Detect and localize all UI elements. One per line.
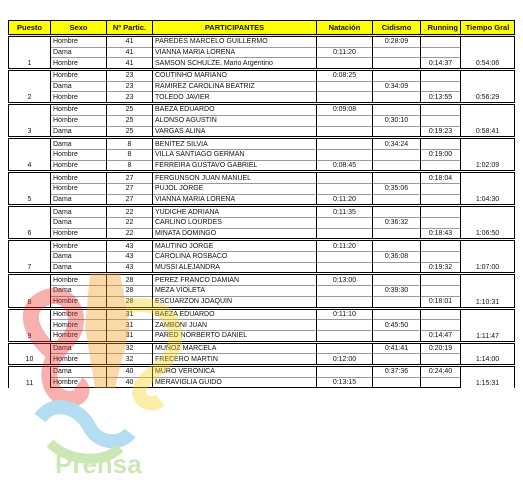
natacion-cell <box>317 330 373 342</box>
puesto-cell: 10 <box>9 342 51 365</box>
running-cell <box>421 160 461 172</box>
participante-cell: MUSSI ALEJANDRA <box>153 262 317 274</box>
ciclismo-cell: 0:34:09 <box>373 81 421 92</box>
table-row <box>9 92 515 104</box>
running-cell <box>421 36 461 48</box>
ciclismo-cell: 0:39:30 <box>373 286 421 297</box>
sexo-cell: Dama <box>51 342 107 354</box>
natacion-cell <box>317 252 373 263</box>
running-cell <box>421 104 461 116</box>
table-row <box>9 36 515 48</box>
n-partic-cell: 31 <box>107 320 153 331</box>
sexo-cell: Hombre <box>51 58 107 70</box>
participante-cell: PAREDES MARCELO GUILLERMO <box>153 36 317 48</box>
tiempo-gral-cell: 0:54:06 <box>461 36 515 70</box>
table-row <box>9 342 515 354</box>
participante-cell: COUTINHO MARIANO <box>153 70 317 82</box>
results-body <box>9 36 515 388</box>
n-partic-cell: 25 <box>107 104 153 116</box>
ciclismo-cell: 0:34:24 <box>373 138 421 150</box>
natacion-cell: 0:11:10 <box>317 308 373 320</box>
participante-cell: ALONSO AGUSTIN <box>153 115 317 126</box>
table-row <box>9 183 515 194</box>
running-cell <box>421 194 461 206</box>
table-row <box>9 320 515 331</box>
table-row <box>9 206 515 218</box>
puesto-cell: 7 <box>9 240 51 274</box>
participante-cell: VIANNA MARIA LORENA <box>153 47 317 58</box>
ciclismo-cell <box>373 172 421 184</box>
header-tiempo-gral: Tiempo Gral <box>461 21 515 36</box>
table-row <box>9 126 515 138</box>
natacion-cell <box>317 81 373 92</box>
n-partic-cell: 8 <box>107 138 153 150</box>
sexo-cell: Dama <box>51 81 107 92</box>
participante-cell: PARED NORBERTO DANIEL <box>153 330 317 342</box>
participante-cell: BAEZA EDUARDO <box>153 308 317 320</box>
participante-cell: YUDICHE ADRIANA <box>153 206 317 218</box>
tiempo-gral-cell: 1:07:00 <box>461 240 515 274</box>
table-row <box>9 252 515 263</box>
running-cell: 0:20:19 <box>421 342 461 354</box>
running-cell: 0:13:55 <box>421 92 461 104</box>
running-cell <box>421 274 461 286</box>
natacion-cell <box>317 149 373 160</box>
ciclismo-cell: 0:28:09 <box>373 36 421 48</box>
sexo-cell: Hombre <box>51 377 107 388</box>
tiempo-gral-cell: 1:15:31 <box>461 365 515 387</box>
sexo-cell: Hombre <box>51 36 107 48</box>
puesto-cell: 4 <box>9 138 51 172</box>
puesto-cell: 2 <box>9 70 51 104</box>
sexo-cell: Hombre <box>51 308 107 320</box>
header-ciclismo: Cidismo <box>373 21 421 36</box>
sexo-cell: Dama <box>51 138 107 150</box>
ciclismo-cell <box>373 274 421 286</box>
n-partic-cell: 28 <box>107 274 153 286</box>
results-table <box>8 20 515 388</box>
natacion-cell <box>317 92 373 104</box>
ciclismo-cell <box>373 228 421 240</box>
table-row <box>9 149 515 160</box>
sexo-cell: Dama <box>51 47 107 58</box>
table-row <box>9 274 515 286</box>
running-cell: 0:24:40 <box>421 365 461 377</box>
n-partic-cell: 22 <box>107 206 153 218</box>
tiempo-gral-cell: 1:04:30 <box>461 172 515 206</box>
running-cell <box>421 183 461 194</box>
running-cell <box>421 377 461 388</box>
n-partic-cell: 40 <box>107 365 153 377</box>
natacion-cell: 0:11:35 <box>317 206 373 218</box>
table-row <box>9 81 515 92</box>
n-partic-cell: 28 <box>107 296 153 308</box>
sexo-cell: Hombre <box>51 240 107 252</box>
natacion-cell: 0:13:00 <box>317 274 373 286</box>
running-cell: 0:18:43 <box>421 228 461 240</box>
running-cell <box>421 252 461 263</box>
natacion-cell <box>317 36 373 48</box>
tiempo-gral-cell: 1:02:09 <box>461 138 515 172</box>
natacion-cell: 0:09:08 <box>317 104 373 116</box>
running-cell: 0:18:04 <box>421 172 461 184</box>
running-cell <box>421 138 461 150</box>
table-row <box>9 194 515 206</box>
table-row <box>9 47 515 58</box>
puesto-cell: 5 <box>9 172 51 206</box>
running-cell <box>421 308 461 320</box>
table-row <box>9 58 515 70</box>
sexo-cell: Hombre <box>51 296 107 308</box>
n-partic-cell: 27 <box>107 183 153 194</box>
sexo-cell: Hombre <box>51 70 107 82</box>
sexo-cell: Dama <box>51 365 107 377</box>
ciclismo-cell <box>373 58 421 70</box>
participante-cell: BENITEZ SILVIA <box>153 138 317 150</box>
ciclismo-cell: 0:30:10 <box>373 115 421 126</box>
sexo-cell: Hombre <box>51 228 107 240</box>
participante-cell: MAUTINO JORGE <box>153 240 317 252</box>
participante-cell: CARLINO LOURDES <box>153 218 317 229</box>
n-partic-cell: 41 <box>107 47 153 58</box>
running-cell: 0:19:00 <box>421 149 461 160</box>
table-row <box>9 228 515 240</box>
ciclismo-cell <box>373 308 421 320</box>
ciclismo-cell <box>373 206 421 218</box>
logo-blue-swirl <box>40 407 130 441</box>
participante-cell: FRECERO MARTIN <box>153 354 317 366</box>
n-partic-cell: 31 <box>107 330 153 342</box>
participante-cell: FERGUNSON JUAN MANUEL <box>153 172 317 184</box>
n-partic-cell: 8 <box>107 149 153 160</box>
sexo-cell: Dama <box>51 286 107 297</box>
table-row <box>9 115 515 126</box>
sexo-cell: Dama <box>51 252 107 263</box>
ciclismo-cell: 0:41:41 <box>373 342 421 354</box>
participante-cell: BAEZA EDUARDO <box>153 104 317 116</box>
participante-cell: VARGAS ALINA <box>153 126 317 138</box>
running-cell <box>421 354 461 366</box>
running-cell <box>421 218 461 229</box>
running-cell <box>421 286 461 297</box>
ciclismo-cell <box>373 262 421 274</box>
participante-cell: RAMIREZ CAROLINA BEATRIZ <box>153 81 317 92</box>
header-running: Running <box>421 21 461 36</box>
ciclismo-cell: 0:36:08 <box>373 252 421 263</box>
sexo-cell: Hombre <box>51 172 107 184</box>
ciclismo-cell: 0:45:50 <box>373 320 421 331</box>
n-partic-cell: 41 <box>107 36 153 48</box>
n-partic-cell: 43 <box>107 240 153 252</box>
ciclismo-cell <box>373 92 421 104</box>
natacion-cell: 0:08:45 <box>317 160 373 172</box>
sexo-cell: Hombre <box>51 115 107 126</box>
running-cell <box>421 81 461 92</box>
logo-text: Prensa <box>55 449 142 478</box>
n-partic-cell: 23 <box>107 92 153 104</box>
sexo-cell: Hombre <box>51 330 107 342</box>
table-row <box>9 354 515 366</box>
puesto-cell: 1 <box>9 36 51 70</box>
running-cell <box>421 115 461 126</box>
natacion-cell <box>317 320 373 331</box>
table-row <box>9 365 515 377</box>
table-row <box>9 160 515 172</box>
natacion-cell: 0:11:20 <box>317 194 373 206</box>
running-cell: 0:14:47 <box>421 330 461 342</box>
ciclismo-cell <box>373 354 421 366</box>
participante-cell: FERREIRA GUSTAVO GABRIEL <box>153 160 317 172</box>
natacion-cell <box>317 172 373 184</box>
table-row <box>9 240 515 252</box>
sexo-cell: Hombre <box>51 92 107 104</box>
natacion-cell: 0:12:00 <box>317 354 373 366</box>
n-partic-cell: 43 <box>107 252 153 263</box>
n-partic-cell: 43 <box>107 262 153 274</box>
n-partic-cell: 32 <box>107 354 153 366</box>
tiempo-gral-cell: 1:06:50 <box>461 206 515 240</box>
participante-cell: VIANNA MARIA LORENA <box>153 194 317 206</box>
natacion-cell <box>317 218 373 229</box>
running-cell <box>421 320 461 331</box>
natacion-cell <box>317 115 373 126</box>
table-row <box>9 308 515 320</box>
header-puesto: Puesto <box>9 21 51 36</box>
running-cell: 0:19:32 <box>421 262 461 274</box>
natacion-cell: 0:11:20 <box>317 47 373 58</box>
tiempo-gral-cell: 1:10:31 <box>461 274 515 308</box>
running-cell: 0:19:23 <box>421 126 461 138</box>
sexo-cell: Dama <box>51 126 107 138</box>
participante-cell: MURO VERONICA <box>153 365 317 377</box>
ciclismo-cell <box>373 104 421 116</box>
sexo-cell: Dama <box>51 262 107 274</box>
natacion-cell: 0:11:20 <box>317 240 373 252</box>
participante-cell: TOLEDO JAVIER <box>153 92 317 104</box>
header-sexo: Sexo <box>51 21 107 36</box>
header-participantes: PARTICIPANTES <box>153 21 317 36</box>
n-partic-cell: 27 <box>107 194 153 206</box>
n-partic-cell: 25 <box>107 126 153 138</box>
sexo-cell: Dama <box>51 194 107 206</box>
n-partic-cell: 40 <box>107 377 153 388</box>
sexo-cell: Hombre <box>51 354 107 366</box>
running-cell: 0:18:01 <box>421 296 461 308</box>
ciclismo-cell <box>373 240 421 252</box>
sexo-cell: Hombre <box>51 104 107 116</box>
participante-cell: CAROLINA ROSBACO <box>153 252 317 263</box>
running-cell <box>421 70 461 82</box>
header-row <box>9 21 515 36</box>
sexo-cell: Hombre <box>51 160 107 172</box>
puesto-cell: 9 <box>9 308 51 342</box>
sexo-cell: Hombre <box>51 149 107 160</box>
n-partic-cell: 41 <box>107 58 153 70</box>
natacion-cell <box>317 262 373 274</box>
participante-cell: ZAMBONI JUAN <box>153 320 317 331</box>
ciclismo-cell <box>373 296 421 308</box>
n-partic-cell: 31 <box>107 308 153 320</box>
participante-cell: PUJOL JORGE <box>153 183 317 194</box>
ciclismo-cell <box>373 377 421 388</box>
sexo-cell: Hombre <box>51 183 107 194</box>
table-row <box>9 330 515 342</box>
table-row <box>9 296 515 308</box>
participante-cell: MINATA DOMINGO <box>153 228 317 240</box>
ciclismo-cell <box>373 149 421 160</box>
sexo-cell: Hombre <box>51 274 107 286</box>
ciclismo-cell <box>373 126 421 138</box>
n-partic-cell: 23 <box>107 70 153 82</box>
puesto-cell: 8 <box>9 274 51 308</box>
ciclismo-cell <box>373 194 421 206</box>
header-n-partic: Nº Partic. <box>107 21 153 36</box>
natacion-cell <box>317 183 373 194</box>
participante-cell: VILLA SANTIAGO GERMAN <box>153 149 317 160</box>
natacion-cell <box>317 58 373 70</box>
ciclismo-cell <box>373 70 421 82</box>
participante-cell: SAMSON SCHULZE, Mario Argentino <box>153 58 317 70</box>
puesto-cell: 11 <box>9 365 51 387</box>
n-partic-cell: 22 <box>107 218 153 229</box>
tiempo-gral-cell: 0:56:29 <box>461 70 515 104</box>
participante-cell: MEZA VIOLETA <box>153 286 317 297</box>
tiempo-gral-cell: 1:11:47 <box>461 308 515 342</box>
ciclismo-cell: 0:37:36 <box>373 365 421 377</box>
n-partic-cell: 32 <box>107 342 153 354</box>
participante-cell: ESCUARZON JOAQUIN <box>153 296 317 308</box>
ciclismo-cell <box>373 330 421 342</box>
running-cell <box>421 240 461 252</box>
logo-green-swirl <box>50 443 120 459</box>
participante-cell: MUÑOZ MARCELA <box>153 342 317 354</box>
natacion-cell <box>317 286 373 297</box>
sexo-cell: Dama <box>51 218 107 229</box>
natacion-cell <box>317 126 373 138</box>
n-partic-cell: 23 <box>107 81 153 92</box>
ciclismo-cell: 0:36:32 <box>373 218 421 229</box>
n-partic-cell: 8 <box>107 160 153 172</box>
puesto-cell: 3 <box>9 104 51 138</box>
results-table-container <box>8 20 514 388</box>
natacion-cell: 0:08:25 <box>317 70 373 82</box>
running-cell <box>421 47 461 58</box>
tiempo-gral-cell: 0:58:41 <box>461 104 515 138</box>
participante-cell: MERAVIGLIA GUIDO <box>153 377 317 388</box>
ciclismo-cell: 0:35:06 <box>373 183 421 194</box>
tiempo-gral-cell: 1:14:00 <box>461 342 515 365</box>
natacion-cell <box>317 228 373 240</box>
table-row <box>9 70 515 82</box>
n-partic-cell: 28 <box>107 286 153 297</box>
table-row <box>9 377 515 388</box>
sexo-cell: Dama <box>51 206 107 218</box>
natacion-cell: 0:13:15 <box>317 377 373 388</box>
header-natacion: Natación <box>317 21 373 36</box>
table-row <box>9 104 515 116</box>
natacion-cell <box>317 365 373 377</box>
ciclismo-cell <box>373 160 421 172</box>
sexo-cell: Hombre <box>51 320 107 331</box>
table-row <box>9 262 515 274</box>
running-cell <box>421 206 461 218</box>
ciclismo-cell <box>373 47 421 58</box>
puesto-cell: 6 <box>9 206 51 240</box>
running-cell: 0:14:37 <box>421 58 461 70</box>
n-partic-cell: 22 <box>107 228 153 240</box>
n-partic-cell: 27 <box>107 172 153 184</box>
table-row <box>9 172 515 184</box>
table-row <box>9 286 515 297</box>
n-partic-cell: 25 <box>107 115 153 126</box>
table-row <box>9 138 515 150</box>
table-row <box>9 218 515 229</box>
natacion-cell <box>317 296 373 308</box>
natacion-cell <box>317 138 373 150</box>
participante-cell: PEREZ FRANCO DAMIAN <box>153 274 317 286</box>
natacion-cell <box>317 342 373 354</box>
